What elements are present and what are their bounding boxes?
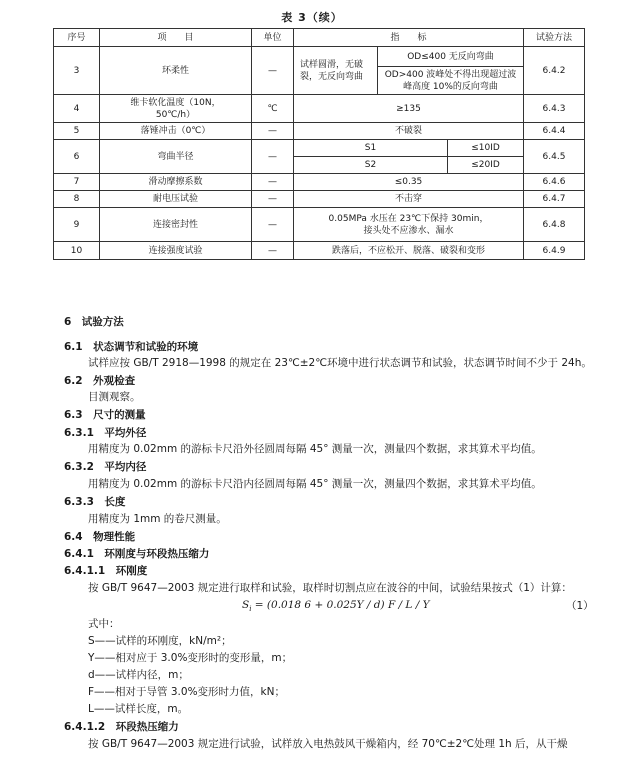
equation-number: （1） — [566, 600, 594, 612]
cell-method: 6.4.6 — [524, 174, 585, 191]
cell-unit: — — [252, 47, 294, 95]
cell-item: 落锤冲击（0℃） — [100, 123, 252, 140]
section-heading: 6.1 状态调节和试验的环境 — [64, 341, 199, 353]
spec-table — [53, 28, 585, 260]
cell-no: 10 — [54, 242, 100, 260]
cell-unit: — — [252, 140, 294, 174]
cell-item: 环柔性 — [100, 47, 252, 95]
table-row — [54, 208, 585, 242]
table-row — [54, 140, 585, 157]
cell-spec: OD≤400 无反向弯曲 — [378, 47, 524, 67]
cell-no: 4 — [54, 95, 100, 123]
table-title: 表 3（续） — [281, 11, 343, 24]
cell-unit: — — [252, 242, 294, 260]
paragraph: 试样应按 GB/T 2918—1998 的规定在 23℃±2℃环境中进行状态调节和试验，状态调节时间不少于 24h。 — [88, 357, 592, 369]
header-spec: 指 标 — [294, 29, 524, 47]
paragraph: 按 GB/T 9647—2003 规定进行取样和试验，取样时切割点应在波谷的中间，试验结果按式（1）计算： — [88, 582, 572, 594]
cell-spec: 不破裂 — [294, 123, 524, 140]
cell-no: 7 — [54, 174, 100, 191]
cell-spec: 0.05MPa 水压在 23℃下保持 30min，接头处不应渗水、漏水 — [294, 208, 524, 242]
definition-item: Y——相对应于 3.0%变形时的变形量，m； — [88, 652, 293, 664]
cell-method: 6.4.3 — [524, 95, 585, 123]
paragraph: 用精度为 0.02mm 的游标卡尺沿内径圆周每隔 45° 测量一次，测量四个数据，求其算术平均值。 — [88, 478, 542, 490]
header-item: 项 目 — [100, 29, 252, 47]
cell-unit: — — [252, 174, 294, 191]
header-method: 试验方法 — [524, 29, 585, 47]
cell-no: 9 — [54, 208, 100, 242]
table-row — [54, 47, 585, 67]
cell-spec: S1 — [294, 140, 448, 157]
cell-spec: ≤10ID — [448, 140, 524, 157]
section-heading: 6.4.1 环刚度与环段热压缩力 — [64, 548, 210, 560]
paragraph: 式中： — [88, 618, 120, 630]
table-row — [54, 242, 585, 260]
cell-spec: ≤20ID — [448, 157, 524, 174]
section-heading: 6.4 物理性能 — [64, 531, 136, 543]
table-row — [54, 174, 585, 191]
section-heading: 6.2 外观检查 — [64, 375, 136, 387]
formula-lhs: S — [242, 599, 250, 611]
paragraph: 按 GB/T 9647—2003 规定进行试验，试样放入电热鼓风干燥箱内，经 70℃±2℃处理 1h 后，从干燥 — [88, 738, 568, 750]
cell-unit: — — [252, 208, 294, 242]
cell-no: 6 — [54, 140, 100, 174]
cell-spec: ≥135 — [294, 95, 524, 123]
cell-item: 维卡软化温度（10N，50℃/h） — [100, 95, 252, 123]
section-heading: 6.3 尺寸的测量 — [64, 409, 146, 421]
header-no: 序号 — [54, 29, 100, 47]
cell-item: 滑动摩擦系数 — [100, 174, 252, 191]
cell-item: 耐电压试验 — [100, 191, 252, 208]
cell-spec: OD>400 波峰处不得出现超过波峰高度 10%的反向弯曲 — [378, 67, 524, 95]
cell-spec: 跌落后，不应松开、脱落、破裂和变形 — [294, 242, 524, 260]
paragraph: 目测观察。 — [88, 391, 141, 403]
table-row — [54, 123, 585, 140]
definition-item: d——试样内径，m； — [88, 669, 189, 681]
cell-spec: 试样圆滑，无破裂，无反向弯曲 — [294, 47, 378, 95]
paragraph: 用精度为 0.02mm 的游标卡尺沿外径圆周每隔 45° 测量一次，测量四个数据，求其算术平均值。 — [88, 443, 542, 455]
cell-no: 8 — [54, 191, 100, 208]
cell-method: 6.4.4 — [524, 123, 585, 140]
cell-item: 弯曲半径 — [100, 140, 252, 174]
table-row — [54, 191, 585, 208]
definition-item: S——试样的环刚度，kN/m²； — [88, 635, 232, 647]
definition-item: F——相对于导管 3.0%变形时力值，kN； — [88, 686, 285, 698]
cell-unit: — — [252, 123, 294, 140]
cell-spec: S2 — [294, 157, 448, 174]
header-unit: 单位 — [252, 29, 294, 47]
cell-unit: ℃ — [252, 95, 294, 123]
section-heading: 6.3.3 长度 — [64, 496, 126, 508]
cell-no: 3 — [54, 47, 100, 95]
section-heading: 6.4.1.1 环刚度 — [64, 565, 148, 577]
cell-item: 连接强度试验 — [100, 242, 252, 260]
formula-rhs: = (0.018 6 + 0.025Y / d) F / L / Y — [254, 599, 430, 611]
cell-method: 6.4.2 — [524, 47, 585, 95]
cell-item: 连接密封性 — [100, 208, 252, 242]
table-row — [54, 95, 585, 123]
section-heading: 6.3.2 平均内径 — [64, 461, 147, 473]
paragraph: 用精度为 1mm 的卷尺测量。 — [88, 513, 227, 525]
section-heading: 6 试验方法 — [64, 316, 124, 328]
section-heading: 6.4.1.2 环段热压缩力 — [64, 721, 179, 733]
cell-unit: — — [252, 191, 294, 208]
cell-method: 6.4.9 — [524, 242, 585, 260]
formula: $S_i = (0.018$ 6 + 0.025Y / d) F / L / Y — [242, 599, 430, 614]
cell-method: 6.4.7 — [524, 191, 585, 208]
definition-item: L——试样长度，m。 — [88, 703, 189, 715]
cell-spec: ≤0.35 — [294, 174, 524, 191]
cell-spec: 不击穿 — [294, 191, 524, 208]
cell-no: 5 — [54, 123, 100, 140]
cell-method: 6.4.8 — [524, 208, 585, 242]
cell-method: 6.4.5 — [524, 140, 585, 174]
table-header-row — [54, 29, 585, 47]
section-heading: 6.3.1 平均外径 — [64, 427, 147, 439]
